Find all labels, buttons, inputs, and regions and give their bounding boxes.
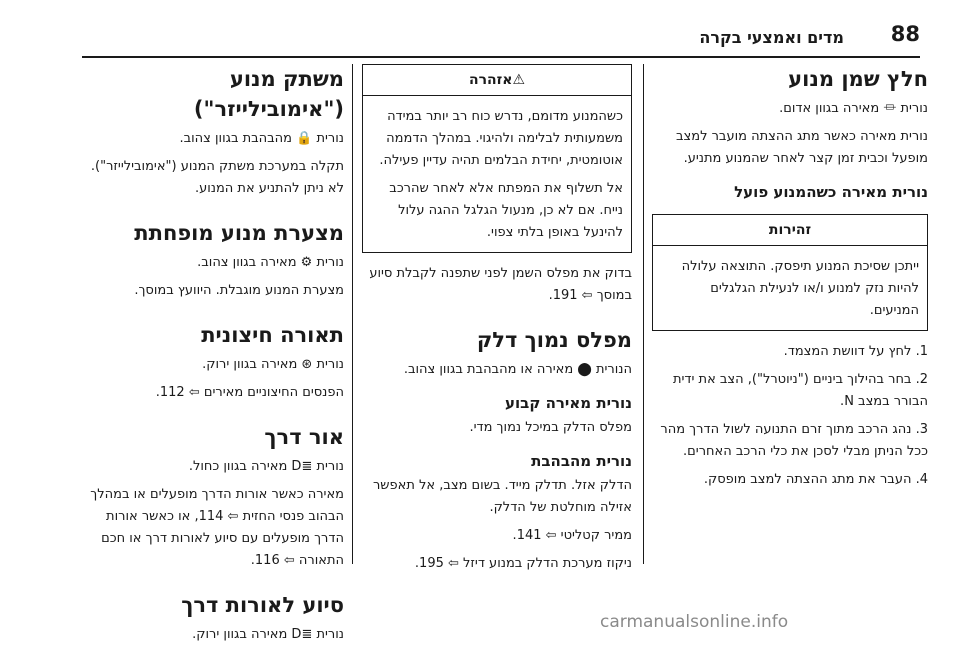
immobilizer-paragraph: תקלה במערכת משתק המנוע ("אימובילייזר"). לא ניתן להתניע את המנוע. [90,159,344,196]
high-beam-assist-intro: נורית ≣D מאירה בגוון ירוק. [192,627,344,642]
section-title-immobilizer: משתק מנוע ("אימובילייזר") [193,67,344,121]
warning-paragraph-2: אל תשלוף את המפתח אלא לאחר שהרכב נייח. אם לא כן, מנעול הגלגל ההגה עלול להינעל באופן בלתי צפוי. [389,181,623,240]
section-title-low-fuel: מפלס נמוך דלק [476,328,632,352]
exterior-light-intro: נורית ⊛ מאירה בגוון ירוק. [202,357,344,372]
steps-list [652,341,928,491]
left-column [84,64,344,652]
caution-body: ייתכן שסיכת המנוע תיפסק. התוצאה עלולה להיות נזק למנוע ו/או לנעילת הגלגלים המניעים. [681,259,919,318]
exterior-light-paragraph: הפנסים החיצוניים מאירים ⇦ 112. [155,385,344,400]
lit-body: מפלס הדלק במיכל נמוך מדי. [469,420,632,435]
step-3: 3. נהג הרכב מתוך זרם התנועה לשול הדרך מהר ככל הניתן מבלי לסכן את כלי הרכב האחרים. [660,422,928,459]
caution-box [652,214,928,331]
subtitle-lit: נורית מאירה קבוע [505,394,632,412]
oil-pressure-paragraph: נורית מאירה כאשר מתג ההצתה מועבר למצב מופעל וכבית זמן קצר לאחר שהמנוע מתניע. [676,129,928,166]
column-divider-left [352,64,353,564]
subtitle-engine-running: נורית מאירה כשהמנוע פועל [734,183,928,201]
header-rule [82,56,920,58]
section-title-high-beam-assist: סיוע לאורות דרך [181,593,344,617]
warning-body [363,96,631,252]
high-beam-paragraph: מאירה כאשר אורות הדרך מופעלים או במהלך הבהוב פנסי החזית ⇦ 114, או כאשר אורות הדרך מופעלים עם סיוע לאורות דרך או חכם התאורה ⇦ 116. [90,487,344,568]
page-header [82,22,920,52]
caution-title: זהירות [653,215,927,246]
reference-diesel: ניקוז מערכת הדלק במנוע דיזל ⇦ 195. [414,556,632,571]
reduced-power-intro: נורית ⚙ מאירה בגוון צהוב. [197,255,344,270]
low-fuel-intro: הנורית ⬤ מאירה או מהבהבת בגוון צהוב. [403,362,632,377]
reduced-power-paragraph: מצערת המנוע מוגבלת. היוועץ במוסך. [134,283,344,298]
section-title-oil-pressure: חלץ שמן מנוע [788,67,928,91]
oil-pressure-intro: נורית ⏛ מאירה בגוון אדום. [779,101,928,116]
section-title-reduced-power: מצערת מנוע מופחתת [134,221,344,245]
immobilizer-intro: נורית 🔒 מהבהבת בגוון צהוב. [179,131,344,146]
warning-box [362,64,632,253]
step-1: 1. לחץ על דוושת המצמד. [783,344,928,359]
section-title-exterior-light: תאורה חיצונית [201,323,344,347]
high-beam-intro: נורית ≣D מאירה בגוון כחול. [188,459,344,474]
page-number: 88 [890,22,920,46]
reference-catalytic: ממיר קטליטי ⇦ 141. [512,528,632,543]
subtitle-blinking: נורית מהבהבת [531,452,632,470]
step-2: 2. בחר בהילוך ביניים ("ניוטרל"), הצב את ידית הבורר במצב N. [672,372,928,409]
blinking-body: הדלק אזל. תדלק מייד. בשום מצב, אל תאפשר אזילה מוחלטת של הדלק. [372,478,632,515]
page-header-title: מדים ואמצעי בקרה [699,28,844,47]
right-column [652,64,928,497]
check-oil-paragraph: בדוק את מפלס השמן לפני שתפנה לקבלת סיוע במוסך ⇦ 191. [369,266,632,303]
section-title-high-beam: אור דרך [264,425,344,449]
column-divider-right [643,64,644,564]
warning-paragraph-1: כשהמנוע מדומם, נדרש כוח רב יותר במידה משמעותית לבלימה ולהיגוי. במהלך הדממה אוטומטית, יחידת הבלמים תהיה עדיין פעילה. [379,109,623,168]
step-4: 4. העבר את מתג ההצתה למצב מופסק. [703,472,928,487]
middle-column [362,64,632,581]
watermark: carmanualsonline.info [600,612,789,632]
warning-title: ⚠אזהרה [363,65,631,96]
